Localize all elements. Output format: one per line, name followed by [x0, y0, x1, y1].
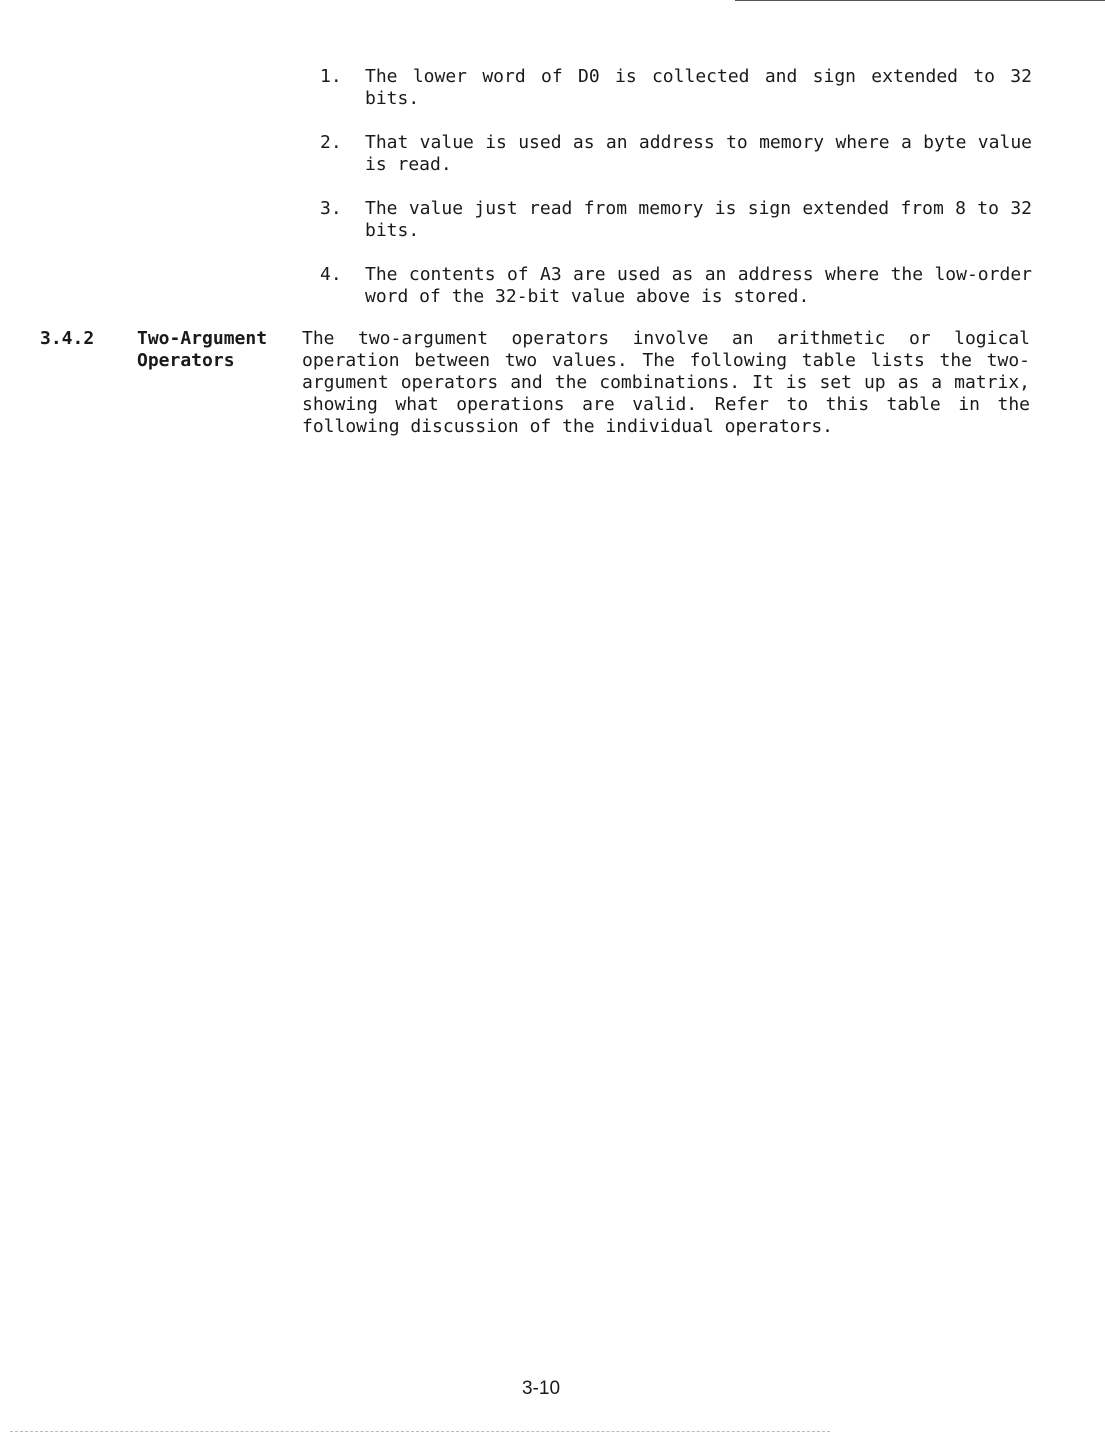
step-number: 4. [320, 264, 342, 285]
step-number: 2. [320, 132, 342, 153]
section-number: 3.4.2 [40, 328, 95, 349]
step-text: The value just read from memory is sign extended from 8 to 32 bits. [365, 198, 1032, 241]
step-text: The lower word of D0 is collected and sign extended to 32 bits. [365, 66, 1032, 109]
section-title-line-2: Operators [137, 350, 235, 371]
section-body: The two-argument operators involve an arithmetic or logical operation between two values. The following table lists the two-argument operators and the combinations. It is set up as a matrix, showing what operations are valid. Refer to this table in the following discussion of the individual operators. [302, 328, 1030, 437]
top-rule [735, 0, 1105, 1]
list-item [320, 66, 1032, 110]
list-item [320, 132, 1032, 176]
step-text: That value is used as an address to memory where a byte value is read. [365, 132, 1032, 175]
step-number: 3. [320, 198, 342, 219]
section-title-line-1: Two-Argument [137, 328, 268, 349]
numbered-step-list [320, 66, 1032, 330]
section-title [137, 328, 287, 372]
list-item [320, 198, 1032, 242]
section-3-4-2 [40, 328, 1032, 448]
list-item [320, 264, 1032, 308]
step-number: 1. [320, 66, 342, 87]
bottom-rule [10, 1431, 830, 1432]
page-number: 3-10 [521, 1378, 561, 1399]
step-text: The contents of A3 are used as an address where the low-order word of the 32-bit value above is stored. [365, 264, 1032, 307]
